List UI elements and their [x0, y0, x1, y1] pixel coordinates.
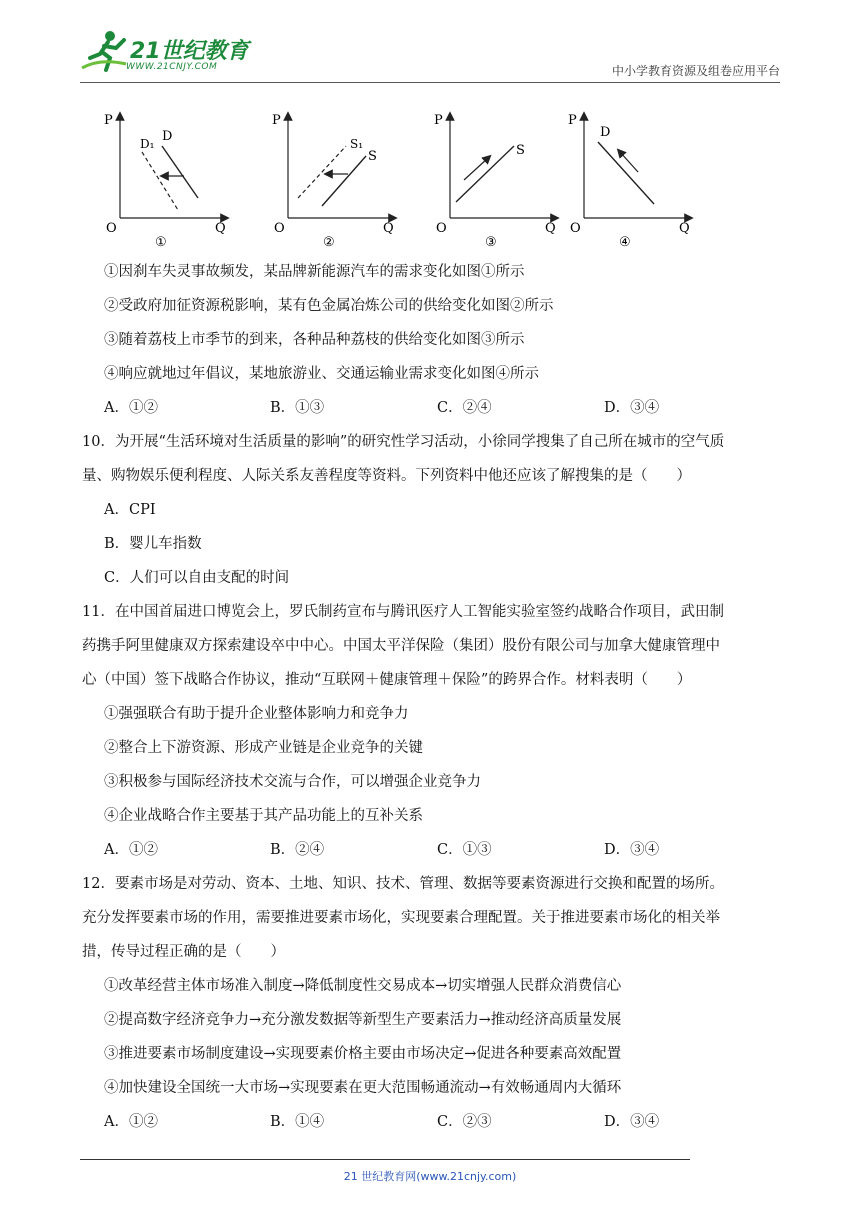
- footer-text[interactable]: 21 世纪教育网(www.21cnjy.com): [343, 1170, 517, 1183]
- graph-3: [430, 108, 556, 248]
- q12-statement-3: ③推进要素市场制度建设→实现要素价格主要由市场决定→促进各种要素高效配置: [104, 1046, 622, 1062]
- q9-option-c[interactable]: C．②④: [437, 400, 492, 416]
- axis-p-label: P: [434, 113, 443, 128]
- q12-statement-4: ④加快建设全国统一大市场→实现要素在更大范围畅通流动→有效畅通周内大循环: [104, 1080, 622, 1096]
- q10-option-b[interactable]: B．婴儿车指数: [104, 536, 202, 552]
- q9-option-a[interactable]: A．①②: [104, 400, 158, 416]
- q10-stem-line-2: 量、购物娱乐便利程度、人际关系友善程度等资料。下列资料中他还应该了解搜集的是（ ）: [82, 468, 691, 484]
- header-divider: [80, 82, 780, 83]
- q10-option-a[interactable]: A．CPI: [104, 502, 156, 518]
- graph-number: ②: [323, 235, 335, 248]
- axis-q-label: Q: [383, 221, 394, 236]
- footer-divider: [80, 1159, 690, 1160]
- q12-option-c[interactable]: C．②③: [437, 1114, 492, 1130]
- curve-label-s: S: [368, 149, 377, 164]
- q12-stem-line-2: 充分发挥要素市场的作用，需要推进要素市场化，实现要素合理配置。关于推进要素市场化的相关举: [82, 910, 720, 926]
- supply-demand-graphs: [100, 108, 700, 248]
- origin-label: O: [274, 221, 285, 236]
- q11-statement-2: ②整合上下游资源、形成产业链是企业竞争的关键: [104, 740, 423, 756]
- q9-statement-1: ①因刹车失灵事故频发，某品牌新能源汽车的需求变化如图①所示: [104, 264, 525, 280]
- origin-label: O: [570, 221, 581, 236]
- q9-option-b[interactable]: B．①③: [270, 400, 325, 416]
- q11-option-a[interactable]: A．①②: [104, 842, 158, 858]
- site-logo: [80, 28, 260, 78]
- q9-statement-2: ②受政府加征资源税影响，某有色金属冶炼公司的供给变化如图②所示: [104, 298, 554, 314]
- graph-number: ③: [485, 235, 497, 248]
- logo-text: 21世纪教育: [130, 39, 249, 64]
- logo-subtext: WWW.21CNJY.COM: [126, 62, 218, 72]
- graph-number: ④: [619, 235, 631, 248]
- curve-label-d: D: [600, 125, 611, 140]
- graph-1: [100, 108, 226, 248]
- q11-stem-line-1: 11．在中国首届进口博览会上，罗氏制药宣布与腾讯医疗人工智能实验室签约战略合作项目，武田制: [82, 604, 724, 620]
- q11-option-d[interactable]: D．③④: [604, 842, 660, 858]
- q11-statement-1: ①强强联合有助于提升企业整体影响力和竞争力: [104, 706, 409, 722]
- origin-label: O: [106, 221, 117, 236]
- q9-option-d[interactable]: D．③④: [604, 400, 660, 416]
- curve-label-s: S: [516, 143, 525, 158]
- q11-option-b[interactable]: B．②④: [270, 842, 325, 858]
- curve-label-d: D: [162, 129, 173, 144]
- page-header: [80, 28, 780, 84]
- q12-option-d[interactable]: D．③④: [604, 1114, 660, 1130]
- axis-q-label: Q: [545, 221, 556, 236]
- q11-statement-3: ③积极参与国际经济技术交流与合作，可以增强企业竞争力: [104, 774, 481, 790]
- axis-p-label: P: [272, 113, 281, 128]
- axis-p-label: P: [568, 113, 577, 128]
- q12-stem-line-3: 措，传导过程正确的是（ ）: [82, 944, 285, 960]
- q12-stem-line-1: 12．要素市场是对劳动、资本、土地、知识、技术、管理、数据等要素资源进行交换和配置的场所。: [82, 876, 724, 892]
- q10-option-c[interactable]: C．人们可以自由支配的时间: [104, 570, 290, 586]
- axis-q-label: Q: [679, 221, 690, 236]
- axis-q-label: Q: [215, 221, 226, 236]
- axis-p-label: P: [104, 113, 113, 128]
- q12-option-a[interactable]: A．①②: [104, 1114, 158, 1130]
- graph-4: [564, 108, 690, 248]
- q11-stem-line-3: 心（中国）签下战略合作协议，推动“互联网＋健康管理＋保险”的跨界合作。材料表明（ ）: [82, 672, 692, 688]
- curve-label-s1: S₁: [350, 137, 364, 151]
- q9-statement-4: ④响应就地过年倡议，某地旅游业、交通运输业需求变化如图④所示: [104, 366, 539, 382]
- q10-stem-line-1: 10．为开展“生活环境对生活质量的影响”的研究性学习活动，小徐同学搜集了自己所在城市的空气质: [82, 434, 725, 450]
- runner-icon: [80, 28, 128, 74]
- q12-statement-2: ②提高数字经济竞争力→充分激发数据等新型生产要素活力→推动经济高质量发展: [104, 1012, 622, 1028]
- origin-label: O: [436, 221, 447, 236]
- q12-option-b[interactable]: B．①④: [270, 1114, 325, 1130]
- curve-label-d1: D₁: [140, 137, 155, 151]
- graph-number: ①: [155, 235, 167, 248]
- q11-option-c[interactable]: C．①③: [437, 842, 492, 858]
- q9-statement-3: ③随着荔枝上市季节的到来，各种品种荔枝的供给变化如图③所示: [104, 332, 525, 348]
- q11-statement-4: ④企业战略合作主要基于其产品功能上的互补关系: [104, 808, 423, 824]
- q12-statement-1: ①改革经营主体市场准入制度→降低制度性交易成本→切实增强人民群众消费信心: [104, 978, 622, 994]
- graph-2: [268, 108, 394, 248]
- q11-stem-line-2: 药携手阿里健康双方探索建设卒中中心。中国太平洋保险（集团）股份有限公司与加拿大健康管理中: [82, 638, 720, 654]
- platform-name: 中小学教育资源及组卷应用平台: [611, 64, 780, 78]
